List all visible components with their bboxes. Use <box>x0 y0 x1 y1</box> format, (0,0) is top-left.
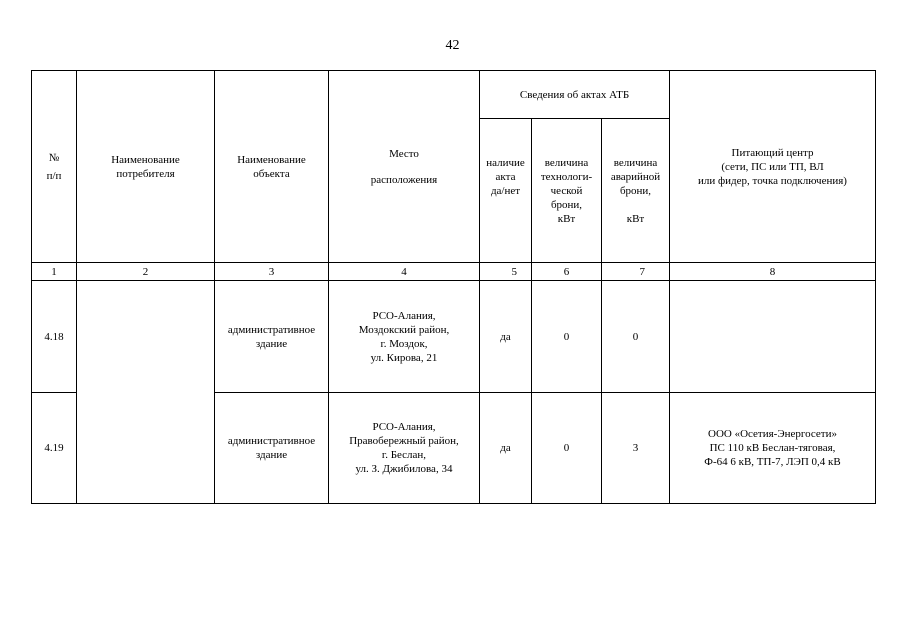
header-atb-group: Сведения об актах АТБ <box>480 71 670 119</box>
header-feed: Питающий центр (сети, ПС или ТП, ВЛ или фидер, точка подключения) <box>670 71 876 263</box>
tech-reserve-value: 0 <box>532 281 602 393</box>
header-object: Наименование объекта <box>215 71 329 263</box>
header-num: № п/п <box>32 71 77 263</box>
feed-cell <box>670 281 876 393</box>
location-cell: РСО-Алания, Правобережный район, г. Беслан, ул. З. Джибилова, 34 <box>329 393 480 504</box>
header-emergency-reserve: величина аварийной брони, кВт <box>602 119 670 263</box>
row-number: 4.19 <box>32 393 77 504</box>
atb-table <box>31 70 876 504</box>
table-row <box>32 281 876 393</box>
header-row-top <box>32 71 876 119</box>
emergency-reserve-value: 0 <box>602 281 670 393</box>
header-tech-reserve: величина технологи- ческой брони, кВт <box>532 119 602 263</box>
column-number: 1 <box>32 263 77 281</box>
object-name: административное здание <box>215 393 329 504</box>
column-number: 2 <box>77 263 215 281</box>
header-act: наличие акта да/нет <box>480 119 532 263</box>
consumer-cell <box>77 281 215 504</box>
column-number: 7 <box>602 263 670 281</box>
feed-cell: ООО «Осетия-Энергосети» ПС 110 кВ Беслан-тяговая, Ф-64 6 кВ, ТП-7, ЛЭП 0,4 кВ <box>670 393 876 504</box>
row-number: 4.18 <box>32 281 77 393</box>
column-number: 5 <box>480 263 532 281</box>
column-number: 6 <box>532 263 602 281</box>
header-consumer: Наименование потребителя <box>77 71 215 263</box>
header-location: Место расположения <box>329 71 480 263</box>
act-presence: да <box>480 393 532 504</box>
column-numbers-row <box>32 263 876 281</box>
object-name: административное здание <box>215 281 329 393</box>
emergency-reserve-value: 3 <box>602 393 670 504</box>
page-number: 42 <box>445 38 460 53</box>
location-cell: РСО-Алания, Моздокский район, г. Моздок, ул. Кирова, 21 <box>329 281 480 393</box>
column-number: 3 <box>215 263 329 281</box>
act-presence: да <box>480 281 532 393</box>
tech-reserve-value: 0 <box>532 393 602 504</box>
column-number: 8 <box>670 263 876 281</box>
column-number: 4 <box>329 263 480 281</box>
